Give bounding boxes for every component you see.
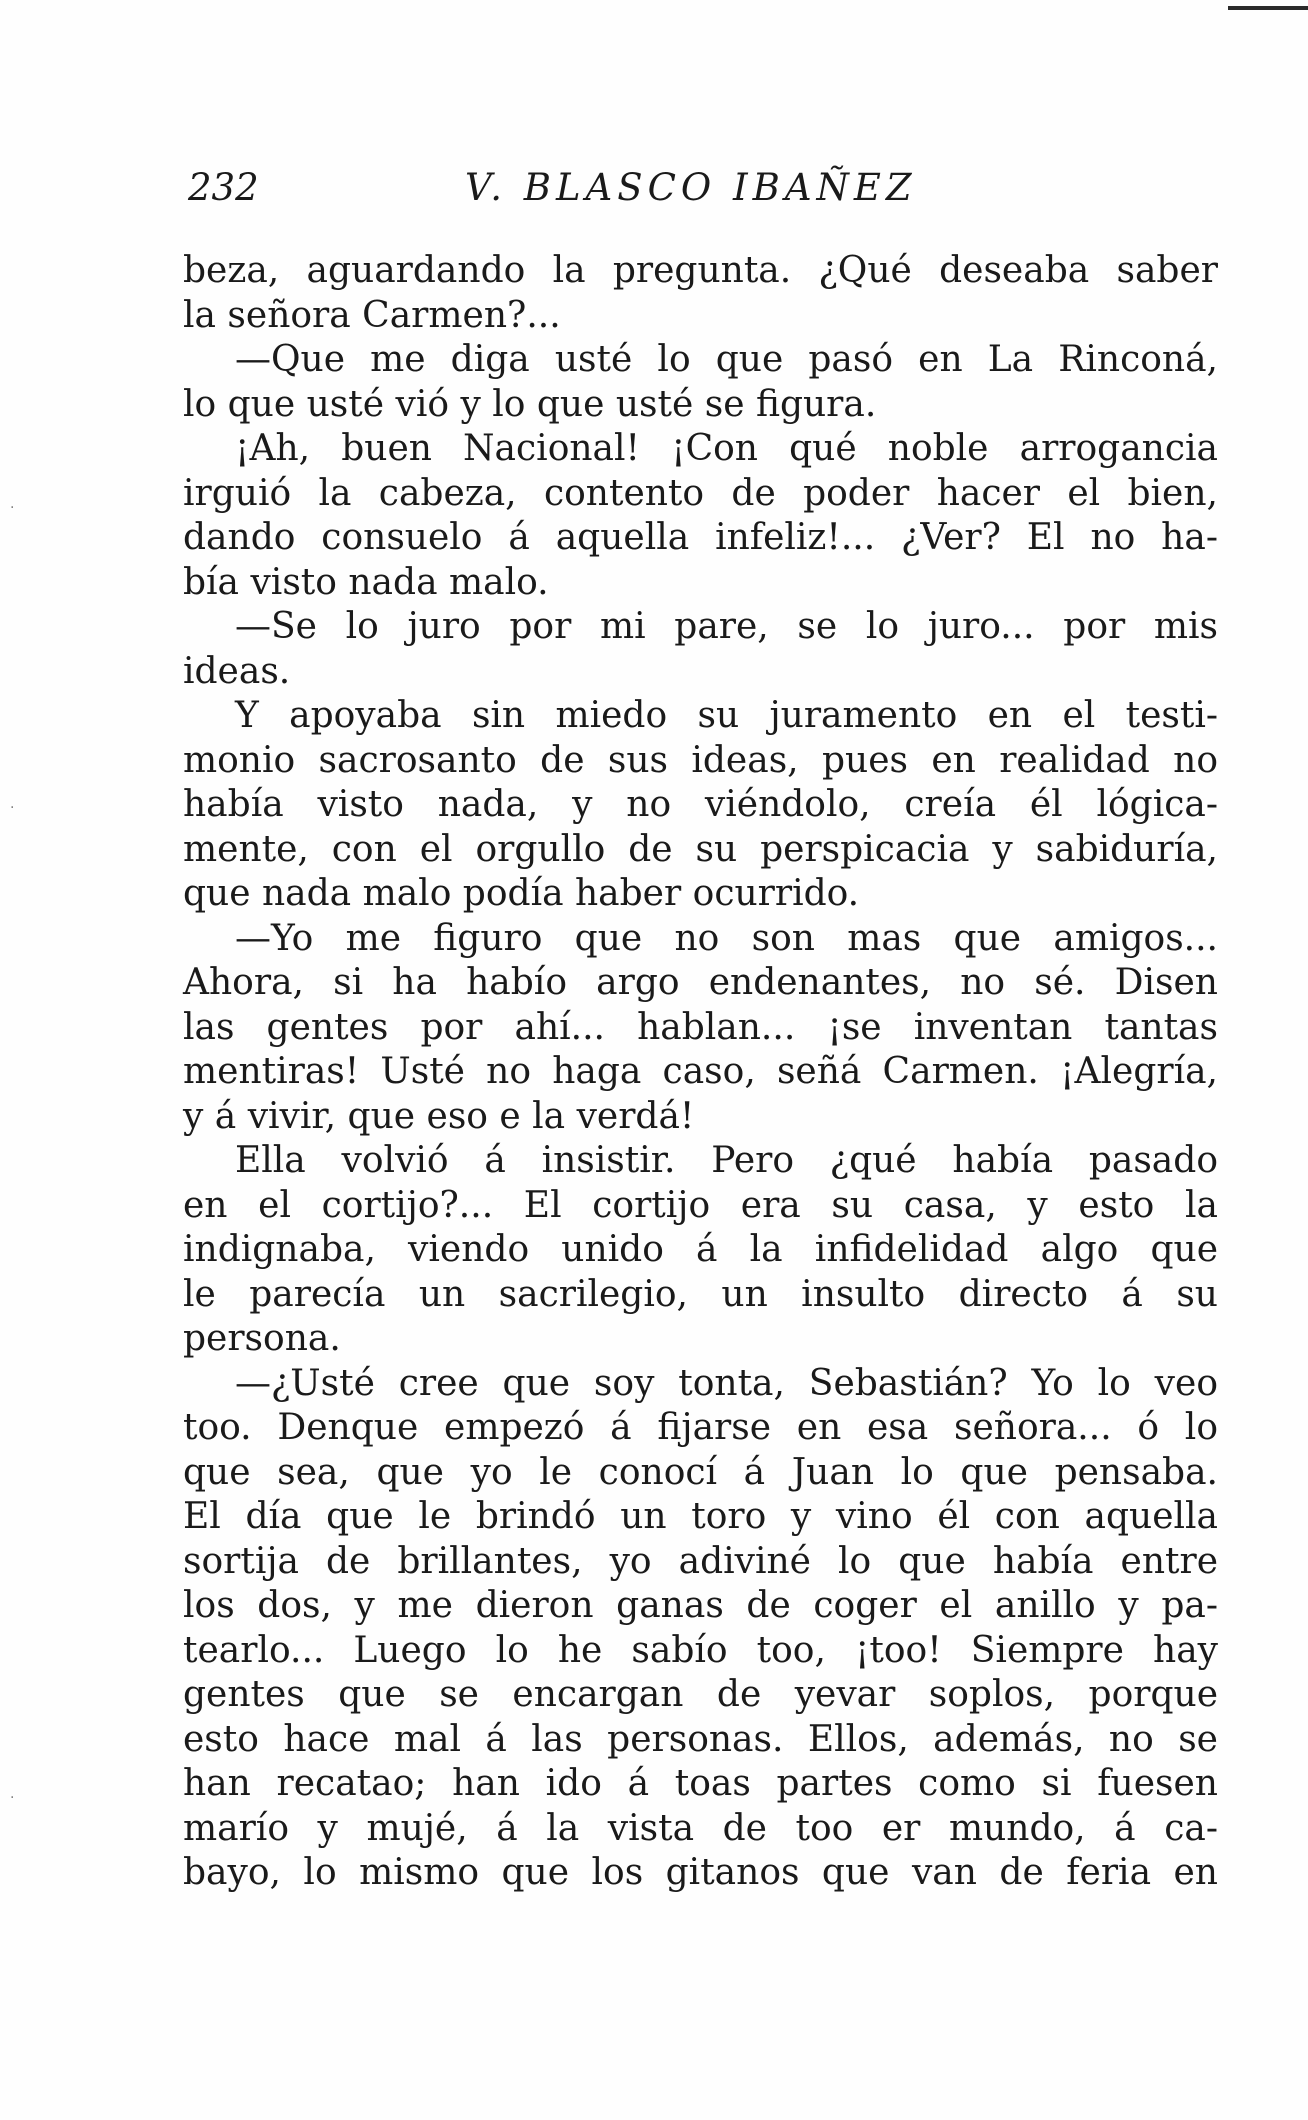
text-line: dando consuelo á aquella infeliz!... ¿Ver? El no ha-: [183, 517, 1218, 558]
margin-speck: ·: [10, 500, 15, 516]
margin-speck: ·: [10, 1790, 15, 1806]
text-line: gentes que se encargan de yevar soplos, porque: [183, 1674, 1218, 1715]
text-line: indignaba, viendo unido á la infidelidad algo que: [183, 1229, 1218, 1270]
body-text: [183, 249, 1218, 1896]
text-line: lo que usté vió y lo que usté se figura.: [183, 383, 877, 425]
text-line: tearlo... Luego lo he sabío too, ¡too! Siempre hay: [183, 1629, 1218, 1671]
text-line: esto hace mal á las personas. Ellos, además, no se: [183, 1718, 1218, 1760]
text-line: la señora Carmen?...: [183, 294, 561, 336]
text-line: El día que le brindó un toro y vino él con aquella: [183, 1496, 1218, 1537]
page-header: [188, 160, 1218, 220]
text-line: Ahora, si ha habío argo endenantes, no sé. Disen: [183, 962, 1218, 1003]
text-line: las gentes por ahí... hablan... ¡se inventan tantas: [183, 1006, 1218, 1048]
text-line: mente, con el orgullo de su perspicacia y sabiduría,: [183, 828, 1218, 870]
page-number: 232: [188, 166, 259, 209]
text-line: bía visto nada malo.: [183, 561, 549, 603]
text-line: han recatao; han ido á toas partes como si fuesen: [183, 1763, 1218, 1804]
text-line: —Que me diga usté lo que pasó en La Rinconá,: [235, 339, 1218, 380]
text-line: sortija de brillantes, yo adiviné lo que había entre: [183, 1540, 1218, 1582]
text-line: bayo, lo mismo que los gitanos que van de feria en: [183, 1852, 1218, 1893]
text-line: beza, aguardando la pregunta. ¿Qué deseaba saber: [183, 250, 1218, 291]
text-line: —¿Usté cree que soy tonta, Sebastián? Yo lo veo: [235, 1362, 1218, 1404]
text-line: había visto nada, y no viéndolo, creía él lógica-: [183, 784, 1218, 825]
text-line: que nada malo podía haber ocurrido.: [183, 873, 860, 914]
text-line: —Se lo juro por mi pare, se lo juro... por mis: [235, 606, 1218, 647]
text-line: ¡Ah, buen Nacional! ¡Con qué noble arrogancia: [235, 428, 1218, 469]
text-line: persona.: [183, 1318, 341, 1359]
text-line: en el cortijo?... El cortijo era su casa, y esto la: [183, 1184, 1218, 1226]
text-line: Ella volvió á insistir. Pero ¿qué había pasado: [235, 1140, 1218, 1181]
text-line: —Yo me figuro que no son mas que amigos...: [235, 917, 1218, 959]
scan-edge-mark: [1228, 6, 1308, 10]
text-line: too. Denque empezó á fijarse en esa señora... ó lo: [183, 1407, 1218, 1448]
text-line: ideas.: [183, 650, 291, 692]
text-line: monio sacrosanto de sus ideas, pues en realidad no: [183, 739, 1218, 781]
margin-speck: ·: [10, 800, 15, 816]
text-line: que sea, que yo le conocí á Juan lo que pensaba.: [183, 1451, 1218, 1493]
text-line: y á vivir, que eso e la verdá!: [183, 1095, 695, 1137]
text-line: Y apoyaba sin miedo su juramento en el testi-: [235, 695, 1218, 736]
running-head: V. BLASCO IBAÑEZ: [465, 166, 917, 209]
text-line: los dos, y me dieron ganas de coger el anillo y pa-: [183, 1585, 1218, 1626]
text-line: le parecía un sacrilegio, un insulto directo á su: [183, 1273, 1218, 1315]
text-line: marío y mujé, á la vista de too er mundo, á ca-: [183, 1807, 1218, 1849]
text-line: irguió la cabeza, contento de poder hacer el bien,: [183, 472, 1218, 514]
text-line: mentiras! Usté no haga caso, señá Carmen. ¡Alegría,: [183, 1051, 1218, 1092]
